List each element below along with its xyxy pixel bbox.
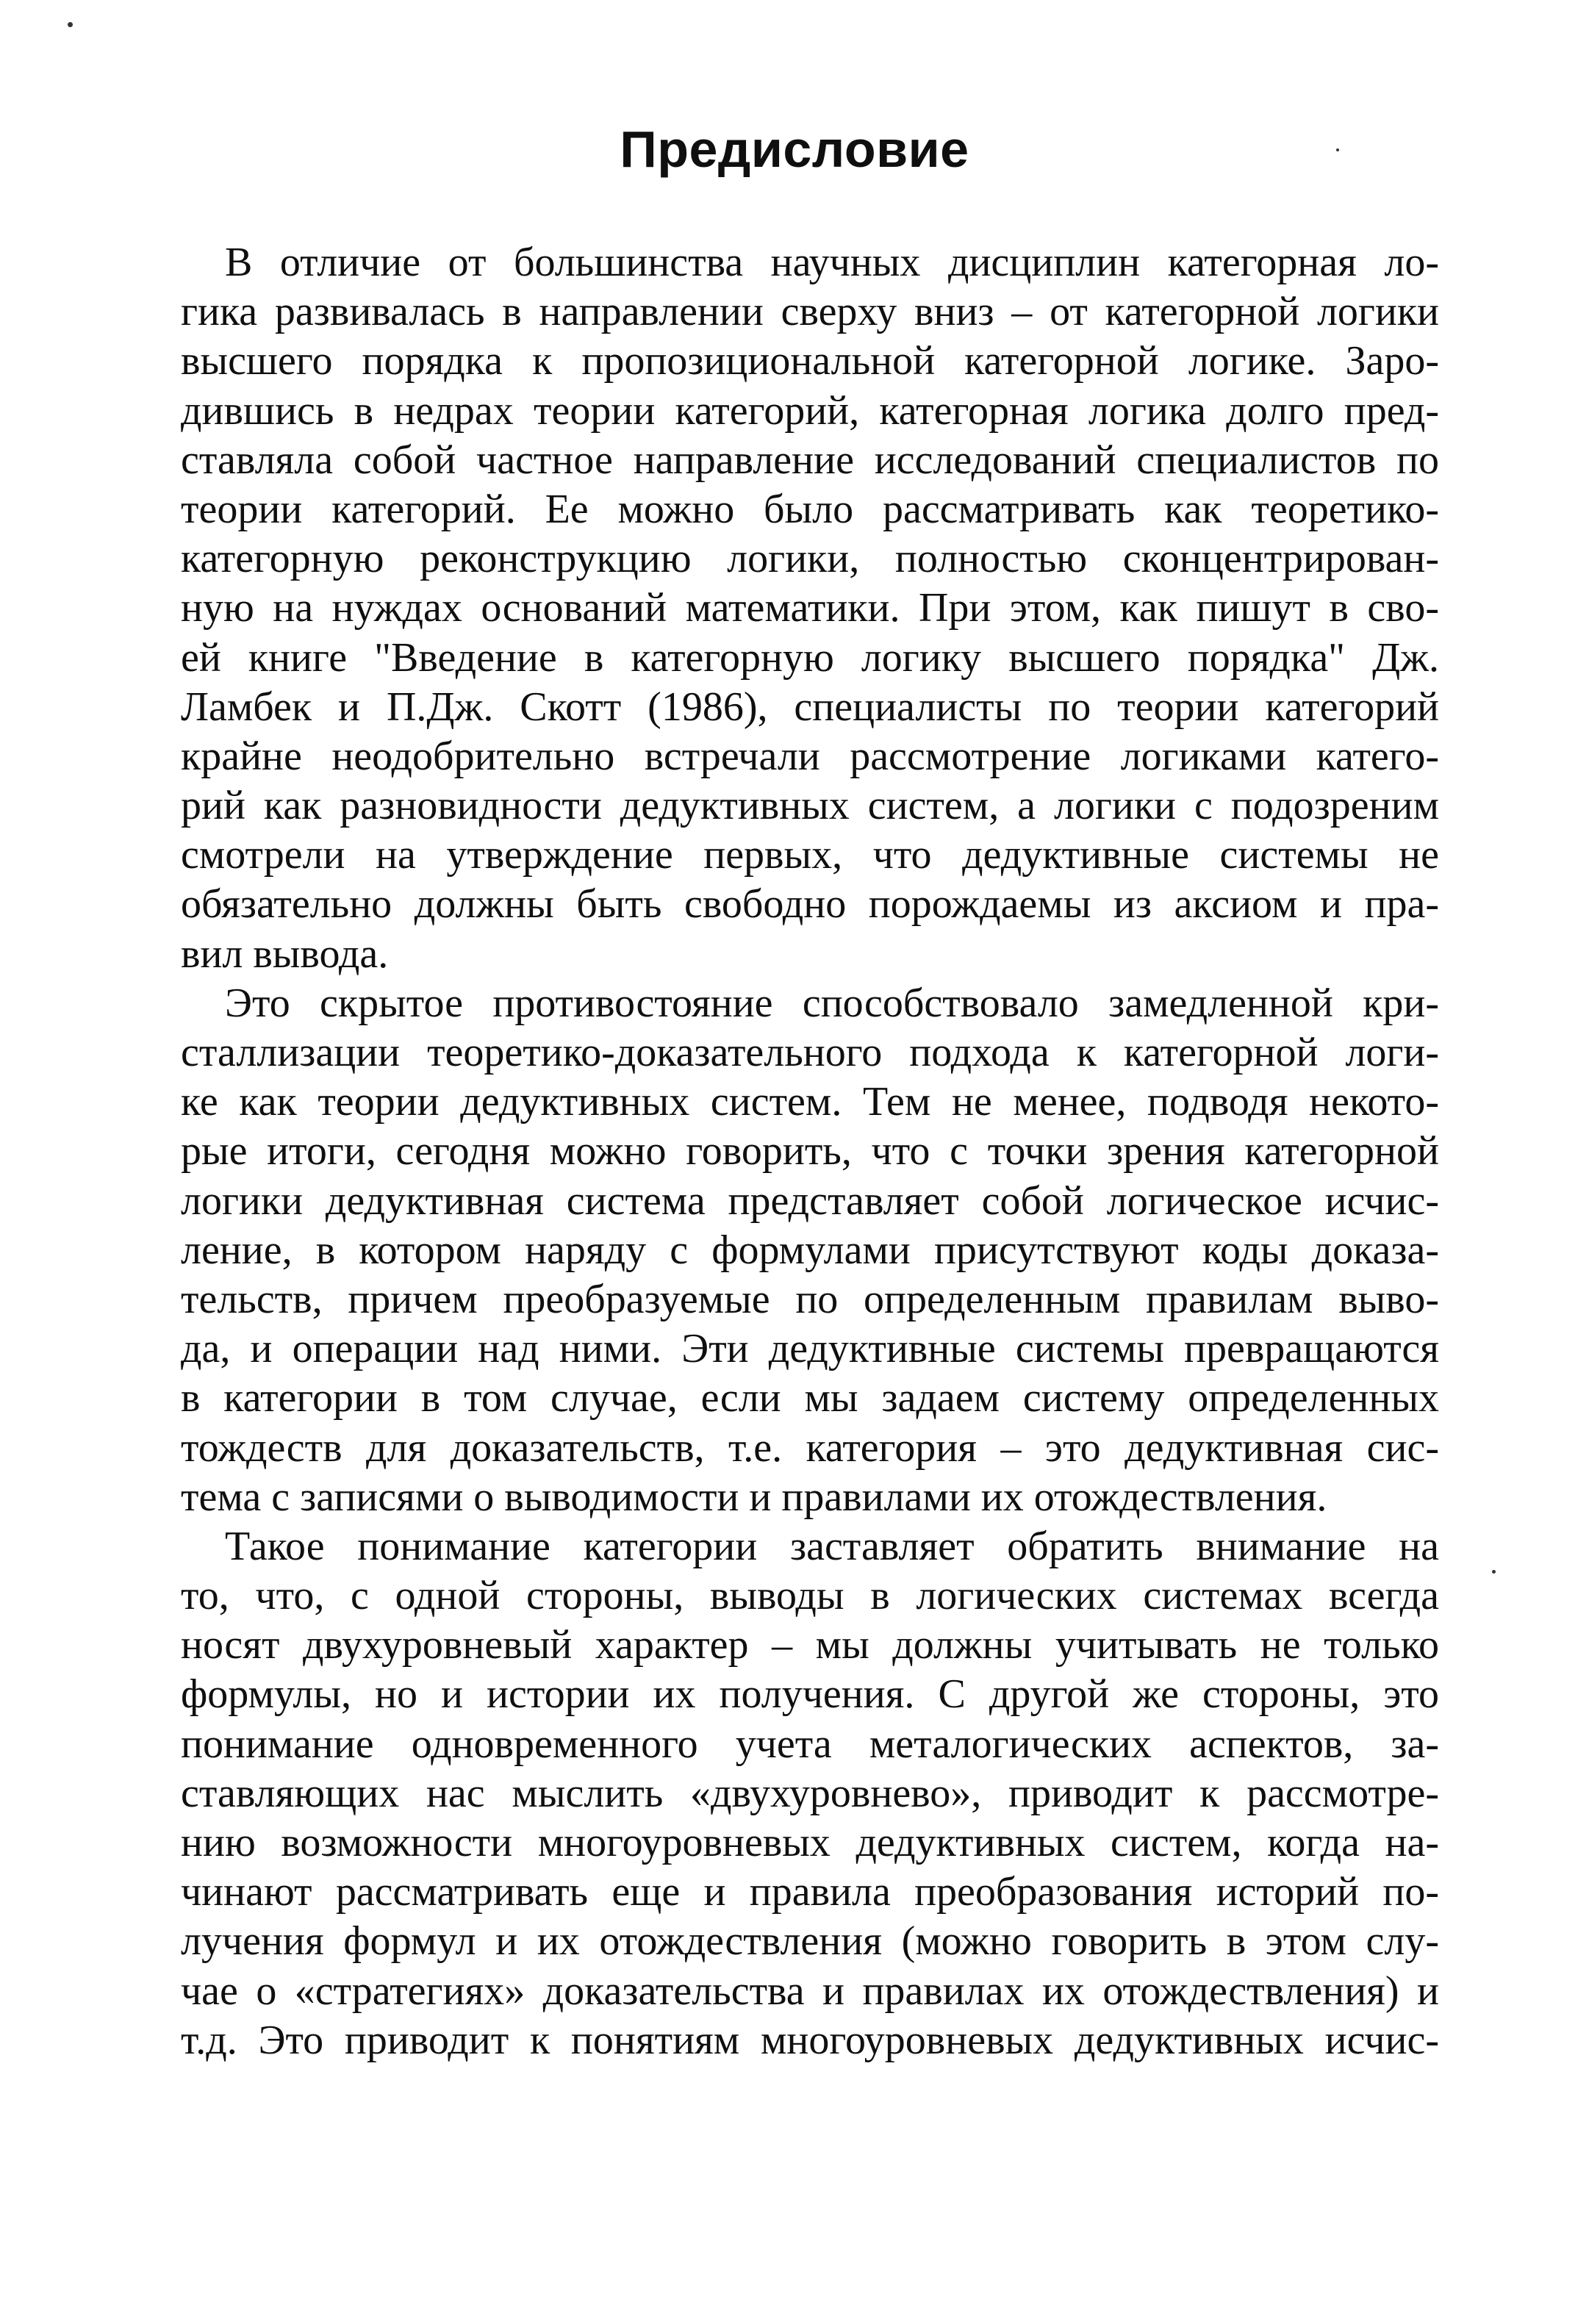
text-line: Ламбек и П.Дж. Скотт (1986), специалисты по теории категорий	[181, 684, 1439, 730]
text-line: крайне неодобрительно встречали рассмотрение логиками катего-	[181, 733, 1439, 779]
page-title: Предисловие	[620, 121, 969, 178]
text-line: высшего порядка к пропозициональной категорной логике. Заро-	[181, 338, 1439, 384]
text-line: ную на нуждах оснований математики. При этом, как пишут в сво-	[181, 585, 1439, 631]
text-line: вил вывода.	[181, 930, 389, 977]
text-line: ставляющих нас мыслить «двухуровнево», приводит к рассмотре-	[181, 1770, 1439, 1816]
text-line: чае о «стратегиях» доказательства и правилах их отождествления) и	[181, 1968, 1439, 2014]
text-line: ке как теории дедуктивных систем. Тем не менее, подводя некото-	[181, 1079, 1439, 1125]
text-line: в категории в том случае, если мы задаем систему определенных	[181, 1375, 1439, 1421]
text-line: тождеств для доказательств, т.е. категория – это дедуктивная сис-	[181, 1424, 1439, 1471]
text-line: Такое понимание категории заставляет обратить внимание на	[225, 1523, 1439, 1569]
scan-speck	[68, 22, 73, 27]
text-line: т.д. Это приводит к понятиям многоуровневых дедуктивных исчис-	[181, 2017, 1439, 2063]
text-line: чинают рассматривать еще и правила преобразования историй по-	[181, 1869, 1439, 1915]
text-line: гика развивалась в направлении сверху вниз – от категорной логики	[181, 289, 1439, 335]
paragraph-1	[181, 238, 1439, 979]
text-line: нию возможности многоуровневых дедуктивных систем, когда на-	[181, 1820, 1439, 1865]
text-line: ставляла собой частное направление исследований специалистов по	[181, 437, 1439, 483]
text-line: теории категорий. Ее можно было рассматривать как теоретико-	[181, 486, 1439, 532]
text-line: то, что, с одной стороны, выводы в логических системах всегда	[181, 1573, 1439, 1619]
text-line: рые итоги, сегодня можно говорить, что с точки зрения категорной	[181, 1128, 1439, 1174]
text-line: Это скрытое противостояние способствовало замедленной кри-	[225, 980, 1439, 1026]
text-line: формулы, но и истории их получения. С другой же стороны, это	[181, 1671, 1439, 1718]
paragraph-2	[181, 979, 1439, 1522]
paragraph-3	[181, 1522, 1439, 2065]
text-line: рий как разновидности дедуктивных систем, а логики с подозреним	[181, 783, 1439, 829]
text-line: дившись в недрах теории категорий, категорная логика долго пред-	[181, 387, 1439, 434]
text-line: ление, в котором наряду с формулами присутствуют коды доказа-	[181, 1227, 1439, 1273]
text-line: ей книге "Введение в категорную логику высшего порядка" Дж.	[181, 634, 1439, 681]
text-line: тема с записями о выводимости и правилами их отождествления.	[181, 1474, 1327, 1520]
body-text	[181, 238, 1439, 2065]
text-line: категорную реконструкцию логики, полностью сконцентрирован-	[181, 536, 1439, 582]
text-line: тельств, причем преобразуемые по определенным правилам выво-	[181, 1276, 1439, 1322]
scan-speck	[1492, 1570, 1496, 1574]
text-line: лучения формул и их отождествления (можно говорить в этом слу-	[181, 1918, 1439, 1965]
text-line: сталлизации теоретико-доказательного подхода к категорной логи-	[181, 1030, 1439, 1075]
text-line: понимание одновременного учета металогических аспектов, за-	[181, 1721, 1439, 1767]
text-line: да, и операции над ними. Эти дедуктивные системы превращаются	[181, 1326, 1439, 1372]
text-line: смотрели на утверждение первых, что дедуктивные системы не	[181, 832, 1439, 878]
text-line: носят двухуровневый характер – мы должны учитывать не только	[181, 1622, 1439, 1668]
text-line: логики дедуктивная система представляет собой логическое исчис-	[181, 1177, 1439, 1224]
text-line: В отличие от большинства научных дисциплин категорная ло-	[225, 240, 1439, 285]
text-line: обязательно должны быть свободно порождаемы из аксиом и пра-	[181, 881, 1439, 928]
